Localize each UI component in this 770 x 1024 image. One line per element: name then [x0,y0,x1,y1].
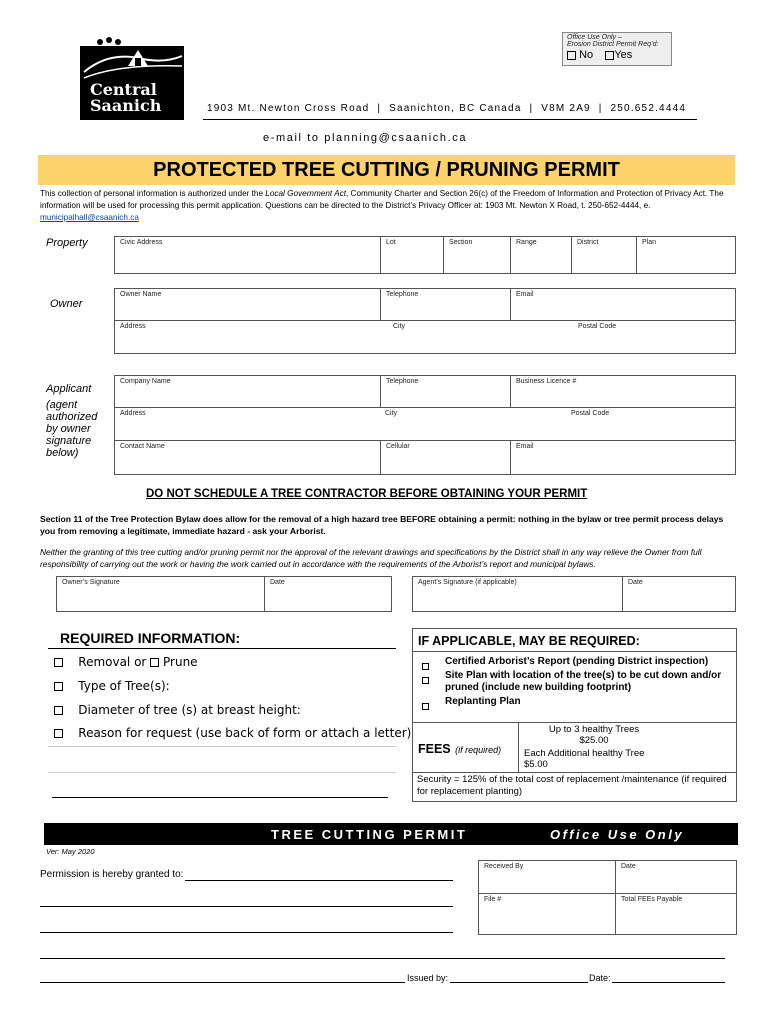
site-plan-checkbox[interactable] [422,672,429,690]
erosion-yes-checkbox[interactable] [605,51,614,60]
applicant-label-group [46,383,106,459]
fees-line4: $5.00 [524,759,548,770]
applicant-address-field[interactable] [114,407,736,441]
lot-label: Lot [386,239,396,246]
applicable-heading: IF APPLICABLE, MAY BE REQUIRED: [418,634,640,648]
owner-city-label: City [393,323,406,330]
header-rule [203,119,697,120]
district-label: District [577,239,599,246]
permission-label: Permission is hereby granted to: [40,869,184,880]
total-fees-field[interactable] [615,893,737,935]
issued-date-line[interactable] [612,982,725,983]
file-number-label: File # [484,896,502,903]
warning-heading: DO NOT SCHEDULE A TREE CONTRACTOR BEFORE OBTAINING YOUR PERMIT [146,488,588,500]
privacy-part1: This collection of personal information is authorized under the [40,189,266,198]
prune-checkbox[interactable] [150,658,159,667]
cellular-label: Cellular [386,443,410,450]
fees-line3: Each Additional healthy Tree [524,748,645,759]
applicant-sublabel: (agent authorized by owner signature below) [46,399,98,459]
owner-signature-label: Owner’s Signature [62,579,120,586]
erosion-yes-label: Yes [614,49,633,61]
logo-line2: Saanich [90,96,162,115]
section-field[interactable] [443,236,511,274]
owner-label: Owner [50,298,83,310]
received-by-field[interactable] [478,860,616,894]
replanting-label: Replanting Plan [445,696,521,707]
date-label: Date: [589,973,611,983]
owner-postal-label: Postal Code [578,323,617,330]
title-bar [38,155,735,185]
required-divider [48,648,396,649]
fees-amounts [524,724,664,746]
fees-line1: Up to 3 healthy Trees [548,724,640,735]
fees-top-divider [412,722,737,723]
logo-line1: Central [90,80,157,99]
plan-field[interactable] [636,236,736,274]
agent-signature-field[interactable] [412,576,623,612]
tree-type-row [54,679,170,693]
site-plan-label: Site Plan with location of the tree(s) to be cut down and/or pruned (include new building footprint) [445,670,722,693]
owner-address-field[interactable] [114,320,736,354]
office-use-bar [44,823,738,845]
applicant-label: Applicant [46,383,92,395]
lot-field[interactable] [380,236,444,274]
applicant-telephone-label: Telephone [386,378,419,385]
replanting-checkbox[interactable] [422,698,429,716]
permission-grantee-line[interactable] [185,880,453,881]
removal-label: Removal or [78,655,147,669]
business-licence-field[interactable] [510,375,736,408]
owner-email-field[interactable] [510,288,736,321]
plan-label: Plan [642,239,657,246]
owner-email-label: Email [516,291,534,298]
permission-line3[interactable] [40,932,453,933]
tree-type-checkbox[interactable] [54,682,63,691]
date1-label: Date [270,579,285,586]
owner-name-field[interactable] [114,288,381,321]
section11-text: Section 11 of the Tree Protection Bylaw does allow for the removal of a high hazard tree BEFORE obtaining a permit: nothing in the bylaw or tree permit process delays you from removing a legitimate, immediate hazard - ask your Arborist. [40,514,724,536]
email-line: e-mail to planning@csaanich.ca [263,132,468,144]
tree-type-label: Type of Tree(s): [78,679,170,693]
removal-prune-row [54,655,198,669]
received-date-field[interactable] [615,860,737,894]
contact-name-label: Contact Name [120,443,165,450]
privacy-part2: , Community Charter and Section 26(c) of the Freedom of Information and Protection of Privacy Act. The information will be used for processing this permit application. Questions can be directed to the District’s Privacy Officer at: 1903 Mt. Newton X Road, t. 250-652-4444, e. [40,189,724,210]
issued-by-leading-line[interactable] [40,982,405,983]
office-use-line2: Erosion District Permit Req’d: [567,41,659,48]
owner-name-label: Owner Name [120,291,162,298]
prune-label: Prune [163,655,198,669]
fees-qualifier: (if required) [455,745,502,755]
security-text: Security = 125% of the total cost of replacement /maintenance (if required for replacement planting) [417,774,727,797]
privacy-act: Local Government Act [265,189,346,198]
page-title: PROTECTED TREE CUTTING / PRUNING PERMIT [153,159,620,181]
applicable-divider [412,651,737,652]
received-by-label: Received By [484,863,524,870]
diameter-row [54,703,301,717]
permission-line2[interactable] [40,906,453,907]
agent-signature-label: Agent’s Signature (if applicable) [418,579,517,586]
fees-label: FEES [418,742,451,756]
district-field[interactable] [571,236,637,274]
permit-bar-title: TREE CUTTING PERMIT [271,827,468,842]
reason-line1[interactable] [48,746,396,747]
applicant-postal-label: Postal Code [571,410,610,417]
owner-signature-date-field[interactable] [264,576,392,612]
business-licence-label: Business Licence # [516,378,577,385]
erosion-no-label: No [579,49,594,61]
bottom-blank-line[interactable] [40,958,725,959]
applicant-email-field[interactable] [510,440,736,475]
central-saanich-logo [78,36,186,122]
reason-row [54,726,411,740]
property-label: Property [46,237,88,249]
file-number-field[interactable] [478,893,616,935]
issued-by-label: Issued by: [407,973,449,983]
section-label: Section [449,239,473,246]
agent-signature-date-field[interactable] [622,576,736,612]
owner-address-label: Address [120,323,146,330]
range-field[interactable] [510,236,572,274]
reason-checkbox[interactable] [54,729,63,738]
fees-bottom-divider [412,772,737,773]
range-label: Range [516,239,537,246]
cellular-field[interactable] [380,440,511,475]
reason-line3[interactable] [52,797,388,798]
privacy-email-link[interactable]: municipalhall@csaanich.ca [40,213,139,222]
erosion-no-checkbox[interactable] [567,51,576,60]
fees-line2: $25.00 [579,735,609,746]
received-date-label: Date [621,863,636,870]
date2-label: Date [628,579,643,586]
owner-telephone-label: Telephone [386,291,419,298]
removal-checkbox[interactable] [54,658,63,667]
civic-address-field[interactable] [114,236,381,274]
office-use-line1: Office Use Only – [567,34,622,41]
required-heading: REQUIRED INFORMATION: [60,630,241,646]
version-label: Ver: May 2020 [46,847,95,856]
contact-name-field[interactable] [114,440,381,475]
fees-label-group [418,740,501,758]
address-line: 1903 Mt. Newton Cross Road | Saanichton, BC Canada | V8M 2A9 | 250.652.4444 [207,103,687,114]
company-name-label: Company Name [120,378,171,385]
office-use-box [562,32,672,66]
disclaimer-text: Neither the granting of this tree cutting and/or pruning permit nor the approval of the relevant drawings and specifications by the District shall in any way relieve the Owner from full responsibility of carrying out the work or having the work carried out in accordance with the requirements of the Arborist’s report and municipal bylaws. [40,547,702,569]
office-use-only-title: Office Use Only [550,827,685,842]
arborist-label: Certified Arborist’s Report (pending District inspection) [445,656,709,667]
reason-line2[interactable] [48,772,396,773]
privacy-notice [40,188,736,224]
diameter-checkbox[interactable] [54,706,63,715]
total-fees-label: Total FEEs Payable [621,896,683,903]
fees-additional [524,748,674,770]
owner-telephone-field[interactable] [380,288,511,321]
issued-by-line[interactable] [450,982,588,983]
applicant-address-label: Address [120,410,146,417]
applicant-city-label: City [385,410,398,417]
applicant-telephone-field[interactable] [380,375,511,408]
company-name-field[interactable] [114,375,381,408]
civic-address-label: Civic Address [120,239,163,246]
owner-signature-field[interactable] [56,576,265,612]
reason-label: Reason for request (use back of form or attach a letter) [78,726,412,740]
fees-vertical-divider [518,722,519,772]
diameter-label: Diameter of tree (s) at breast height: [78,703,301,717]
applicant-email-label: Email [516,443,534,450]
